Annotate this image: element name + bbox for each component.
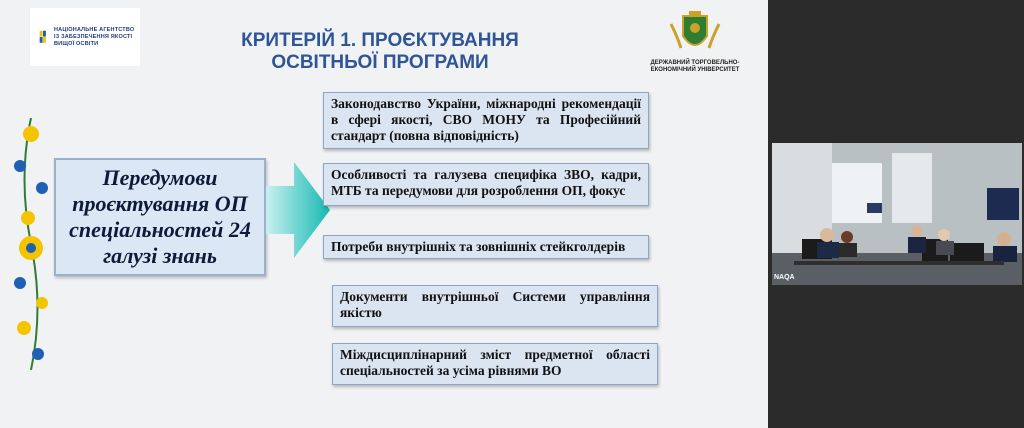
- criterion-item-interdisciplinary: Міждисциплінарний зміст предметної області спеціальностей за усіма рівнями ВО: [332, 343, 658, 385]
- right-arrow-icon: [266, 162, 330, 258]
- main-topic-box: Передумови проєктування ОП спеціальностей 24 галузі знань: [54, 158, 266, 276]
- naqa-logo-text: НАЦІОНАЛЬНЕ АГЕНТСТВО ІЗ ЗАБЕЗПЕЧЕННЯ ЯКОСТІ ВИЩОЇ ОСВІТИ: [54, 26, 135, 47]
- university-crest-icon: [665, 10, 725, 58]
- video-label: NAQA: [774, 274, 795, 281]
- participant-video-tile[interactable]: [772, 143, 1022, 285]
- floral-ornament-icon: [8, 118, 54, 370]
- criterion-item-quality-docs: Документи внутрішньої Системи управління якістю: [332, 285, 658, 327]
- criterion-item-legislation: Законодавство України, міжнародні рекомендації в сфері якості, СВО МОНУ та Професійний стандарт (повна відповідність): [323, 92, 649, 149]
- naqa-logo-icon: [38, 20, 48, 54]
- university-name: ДЕРЖАВНИЙ ТОРГОВЕЛЬНО-ЕКОНОМІЧНИЙ УНІВЕРСИТЕТ: [650, 60, 740, 73]
- slide-title: КРИТЕРІЙ 1. ПРОЄКТУВАННЯ ОСВІТНЬОЇ ПРОГРАМИ: [241, 30, 519, 73]
- naqa-logo: [30, 8, 140, 66]
- criterion-item-stakeholders: Потреби внутрішніх та зовнішніх стейкголдерів: [323, 235, 649, 259]
- meeting-room-video-icon: [772, 143, 1022, 285]
- criterion-item-specifics: Особливості та галузева специфіка ЗВО, кадри, МТБ та передумови для розроблення ОП, фокус: [323, 163, 649, 206]
